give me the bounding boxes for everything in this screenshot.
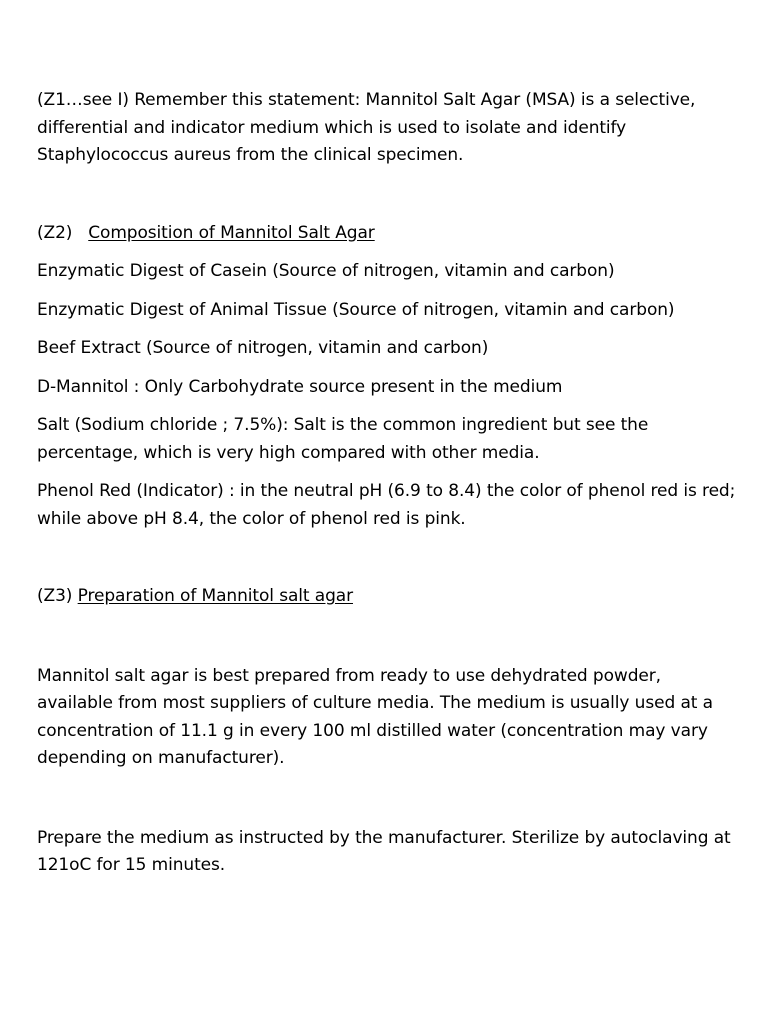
composition-item: Salt (Sodium chloride ; 7.5%): Salt is the common ingredient but see the percentage, which is very high compared with other media. — [37, 415, 649, 463]
spacer — [37, 170, 737, 220]
composition-heading: Composition of Mannitol Salt Agar — [88, 222, 375, 243]
composition-item: Beef Extract (Source of nitrogen, vitamin and carbon) — [37, 338, 489, 358]
preparation-label: (Z3) — [37, 586, 73, 606]
composition-label: (Z2) — [37, 222, 73, 243]
composition-item: Enzymatic Digest of Casein (Source of nitrogen, vitamin and carbon) — [37, 261, 615, 281]
composition-item: D-Mannitol : Only Carbohydrate source present in the medium — [37, 376, 563, 397]
preparation-heading-line — [37, 583, 737, 611]
composition-heading-line — [37, 220, 737, 248]
intro-paragraph: (Z1…see I) Remember this statement: Mannitol Salt Agar (MSA) is a selective, differential and indicator medium which is used to isolate and identify Staphylococcus aureus from the clinical specimen. — [37, 90, 696, 165]
preparation-heading: Preparation of Mannitol salt agar — [77, 586, 353, 606]
composition-item: Enzymatic Digest of Animal Tissue (Source of nitrogen, vitamin and carbon) — [37, 299, 675, 320]
preparation-paragraph: Mannitol salt agar is best prepared from ready to use dehydrated powder, available from most suppliers of culture media. The medium is usually used at a concentration of 11.1 g in every 100 ml distilled water (concentration may vary depending on manufacturer). — [37, 665, 713, 768]
preparation-paragraph: Prepare the medium as instructed by the manufacturer. Sterilize by autoclaving at 121oC for 15 minutes. — [37, 827, 731, 875]
composition-item: Phenol Red (Indicator) : in the neutral pH (6.9 to 8.4) the color of phenol red is red; while above pH 8.4, the color of phenol red is pink. — [37, 481, 736, 529]
document-page — [37, 87, 737, 880]
